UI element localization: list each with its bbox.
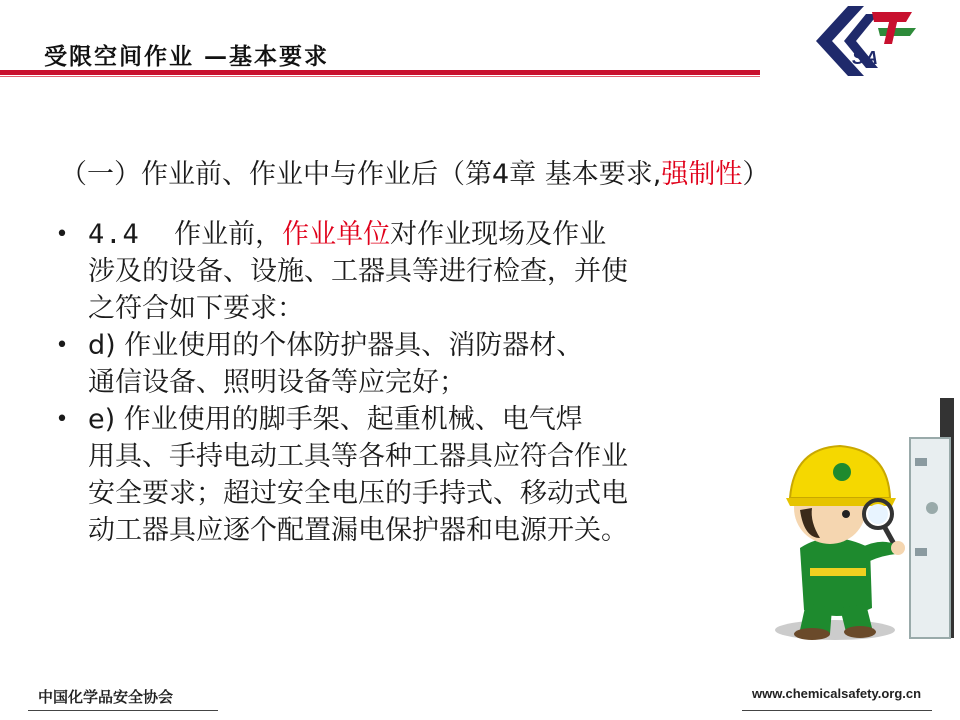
bullet-dot: • <box>55 222 69 247</box>
header-rule-thin <box>0 76 760 77</box>
section-heading-prefix: （一）作业前、作业中与作业后（第4章 基本要求, <box>60 159 662 190</box>
clause-number: 4.4 <box>88 219 140 250</box>
bullet-item-4-4 <box>52 216 742 327</box>
clause-text-red: 作业单位 <box>282 219 391 250</box>
header-rule <box>0 70 760 75</box>
bullet-line: e) 作业使用的脚手架、起重机械、电气焊 <box>88 404 583 435</box>
section-heading-suffix: ） <box>742 159 770 190</box>
clause-text-pre: 作业前， <box>174 219 283 250</box>
clause-text-post: 对作业现场及作业 <box>390 219 607 250</box>
bullet-dot: • <box>55 407 69 432</box>
bullet-dot: • <box>55 333 69 358</box>
bullet-line <box>88 216 742 253</box>
bullet-line: 安全要求；超过安全电压的手持式、移动式电 <box>88 478 628 509</box>
bullet-line: d) 作业使用的个体防护器具、消防器材、 <box>88 330 584 361</box>
bullet-item-e <box>52 401 742 549</box>
bullet-line: 之符合如下要求： <box>88 293 304 324</box>
footer-rule-right <box>742 710 932 711</box>
logo-text: SA <box>852 48 880 68</box>
section-heading <box>60 152 769 191</box>
footer-url-link[interactable]: www.chemicalsafety.org.cn <box>752 686 922 701</box>
bullet-line: 通信设备、照明设备等应完好； <box>88 367 466 398</box>
header-title: 受限空间作业 —基本要求 <box>44 43 330 70</box>
footer-org: 中国化学品安全协会 <box>38 688 174 706</box>
bullet-line: 动工器具应逐个配置漏电保护器和电源开关。 <box>88 515 628 546</box>
section-heading-highlight: 强制性 <box>661 159 743 190</box>
bullet-list <box>52 216 742 549</box>
bullet-item-d <box>52 327 742 401</box>
bullet-line: 涉及的设备、设施、工器具等进行检查，并使 <box>88 256 628 287</box>
worker-inspection-illustration-icon <box>760 398 960 658</box>
footer-rule-left <box>28 710 218 711</box>
bullet-line: 用具、手持电动工具等各种工器具应符合作业 <box>88 441 628 472</box>
